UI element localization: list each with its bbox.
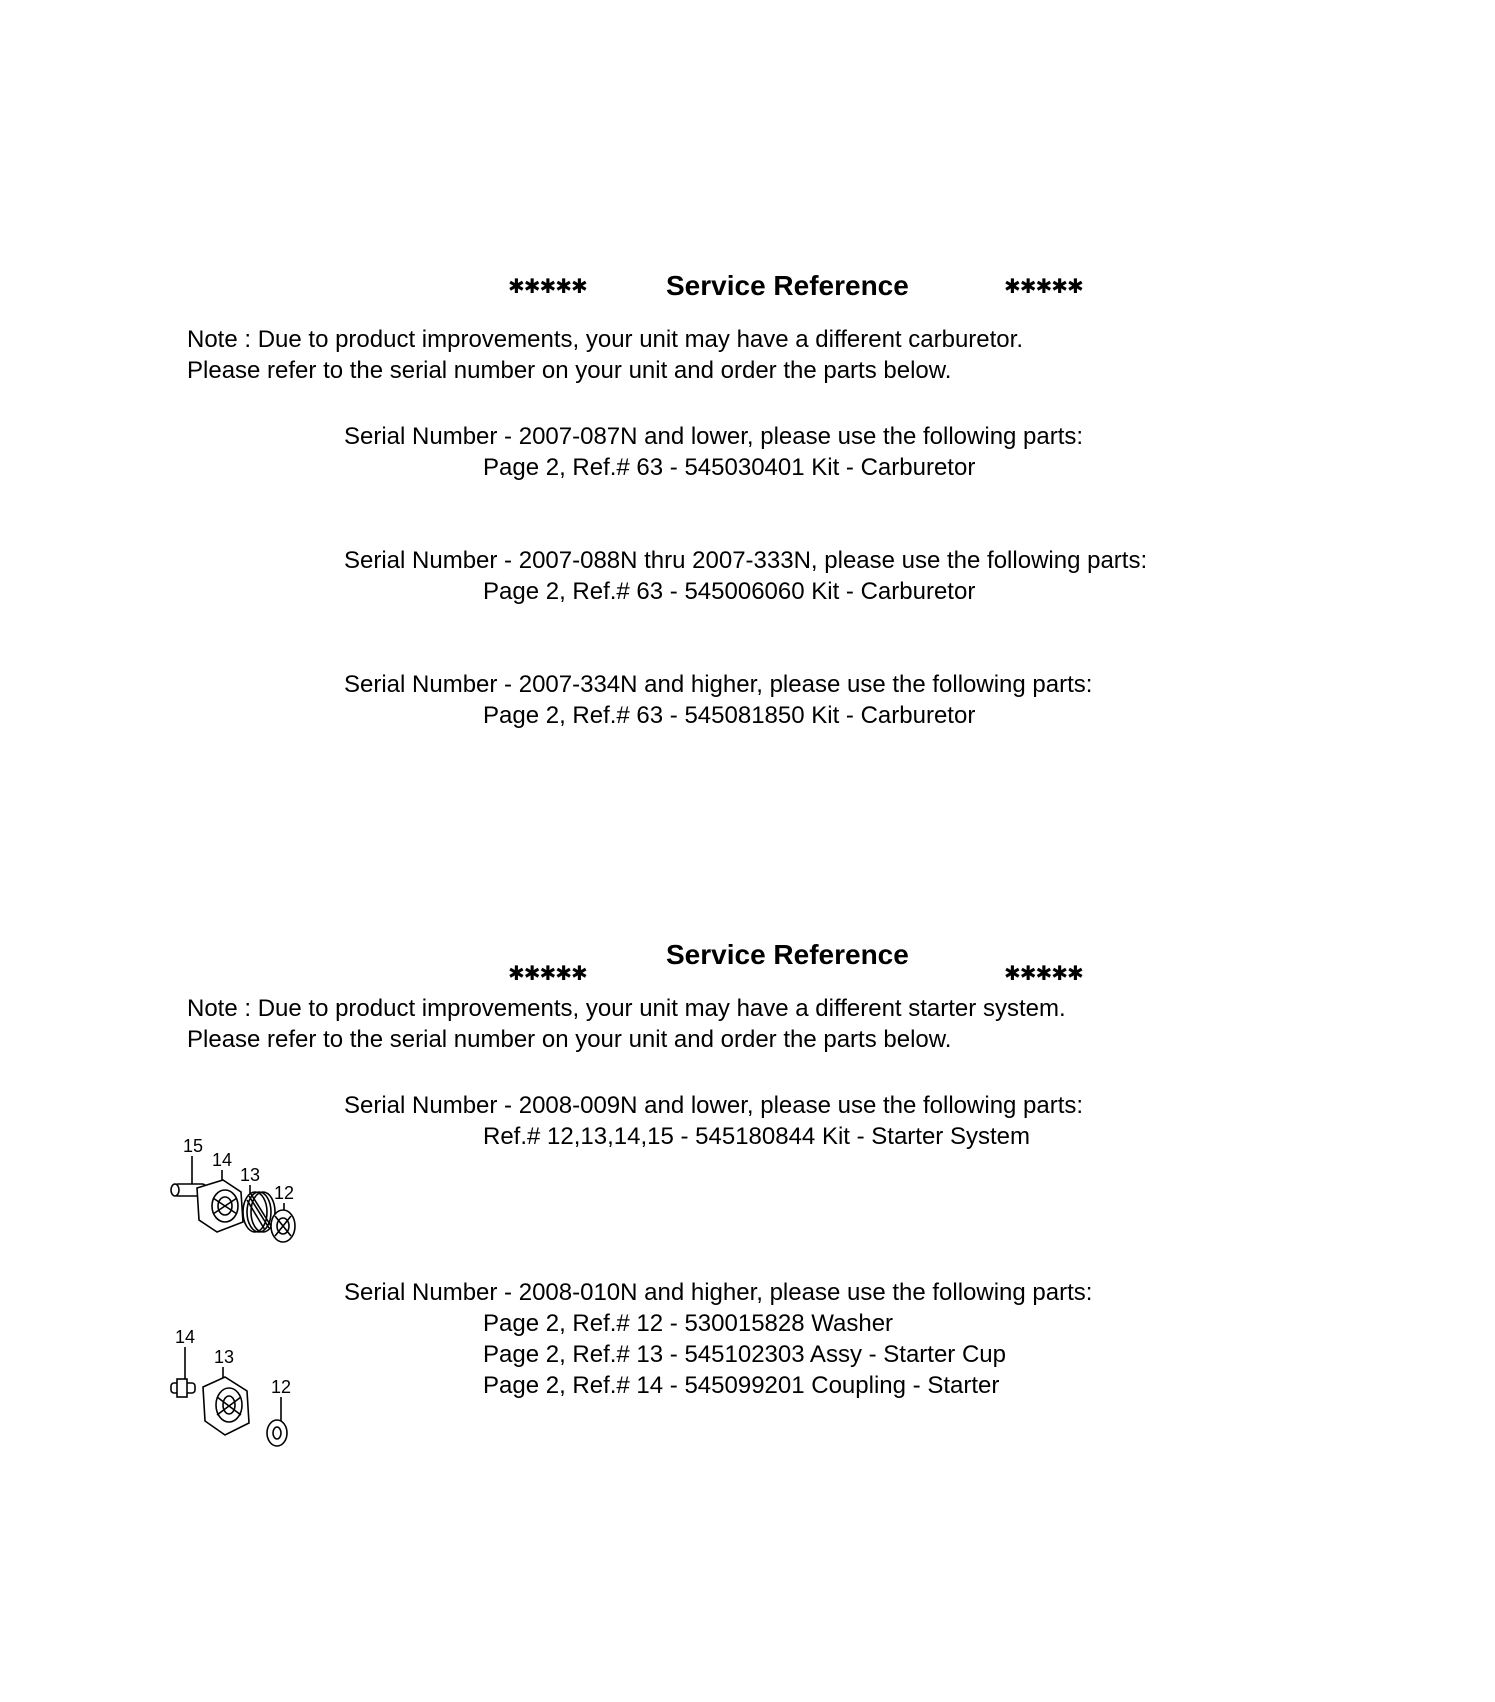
stars-left-decoration: ✱✱✱✱✱ xyxy=(508,963,587,985)
part-line: Page 2, Ref.# 12 - 530015828 Washer xyxy=(483,1310,894,1337)
part-line: Page 2, Ref.# 13 - 545102303 Assy - Starter Cup xyxy=(483,1341,1006,1368)
stars-right-decoration: ✱✱✱✱✱ xyxy=(1004,963,1083,985)
callout-label: 13 xyxy=(214,1347,235,1367)
part-line: Ref.# 12,13,14,15 - 545180844 Kit - Starter System xyxy=(483,1123,1030,1150)
serial-range-label: Serial Number - 2007-334N and higher, please use the following parts: xyxy=(344,671,1093,698)
part-line: Page 2, Ref.# 14 - 545099201 Coupling - Starter xyxy=(483,1372,1000,1399)
part-line: Page 2, Ref.# 63 - 545006060 Kit - Carburetor xyxy=(483,578,976,605)
starter-kit-diagram xyxy=(165,1130,310,1255)
starter-parts-diagram xyxy=(165,1325,310,1450)
callout-label: 14 xyxy=(212,1150,233,1170)
part-line: Page 2, Ref.# 63 - 545081850 Kit - Carburetor xyxy=(483,702,976,729)
callout-label: 14 xyxy=(175,1327,196,1347)
stars-right-decoration: ✱✱✱✱✱ xyxy=(1004,276,1083,298)
section-title: Service Reference xyxy=(666,270,909,301)
callout-label: 12 xyxy=(274,1183,295,1203)
callout-label: 12 xyxy=(271,1377,292,1397)
serial-range-label: Serial Number - 2008-009N and lower, please use the following parts: xyxy=(344,1092,1084,1119)
serial-range-label: Serial Number - 2008-010N and higher, please use the following parts: xyxy=(344,1279,1093,1306)
serial-range-label: Serial Number - 2007-088N thru 2007-333N, please use the following parts: xyxy=(344,547,1148,574)
stars-left-decoration: ✱✱✱✱✱ xyxy=(508,276,587,298)
serial-range-label: Serial Number - 2007-087N and lower, please use the following parts: xyxy=(344,423,1084,450)
note-line: Please refer to the serial number on your unit and order the parts below. xyxy=(187,357,952,384)
callout-label: 15 xyxy=(183,1136,204,1156)
note-line: Note : Due to product improvements, your unit may have a different starter system. xyxy=(187,995,1066,1022)
part-line: Page 2, Ref.# 63 - 545030401 Kit - Carburetor xyxy=(483,454,976,481)
note-line: Please refer to the serial number on your unit and order the parts below. xyxy=(187,1026,952,1053)
note-line: Note : Due to product improvements, your unit may have a different carburetor. xyxy=(187,326,1023,353)
callout-label: 13 xyxy=(240,1165,261,1185)
section-title: Service Reference xyxy=(666,939,909,970)
